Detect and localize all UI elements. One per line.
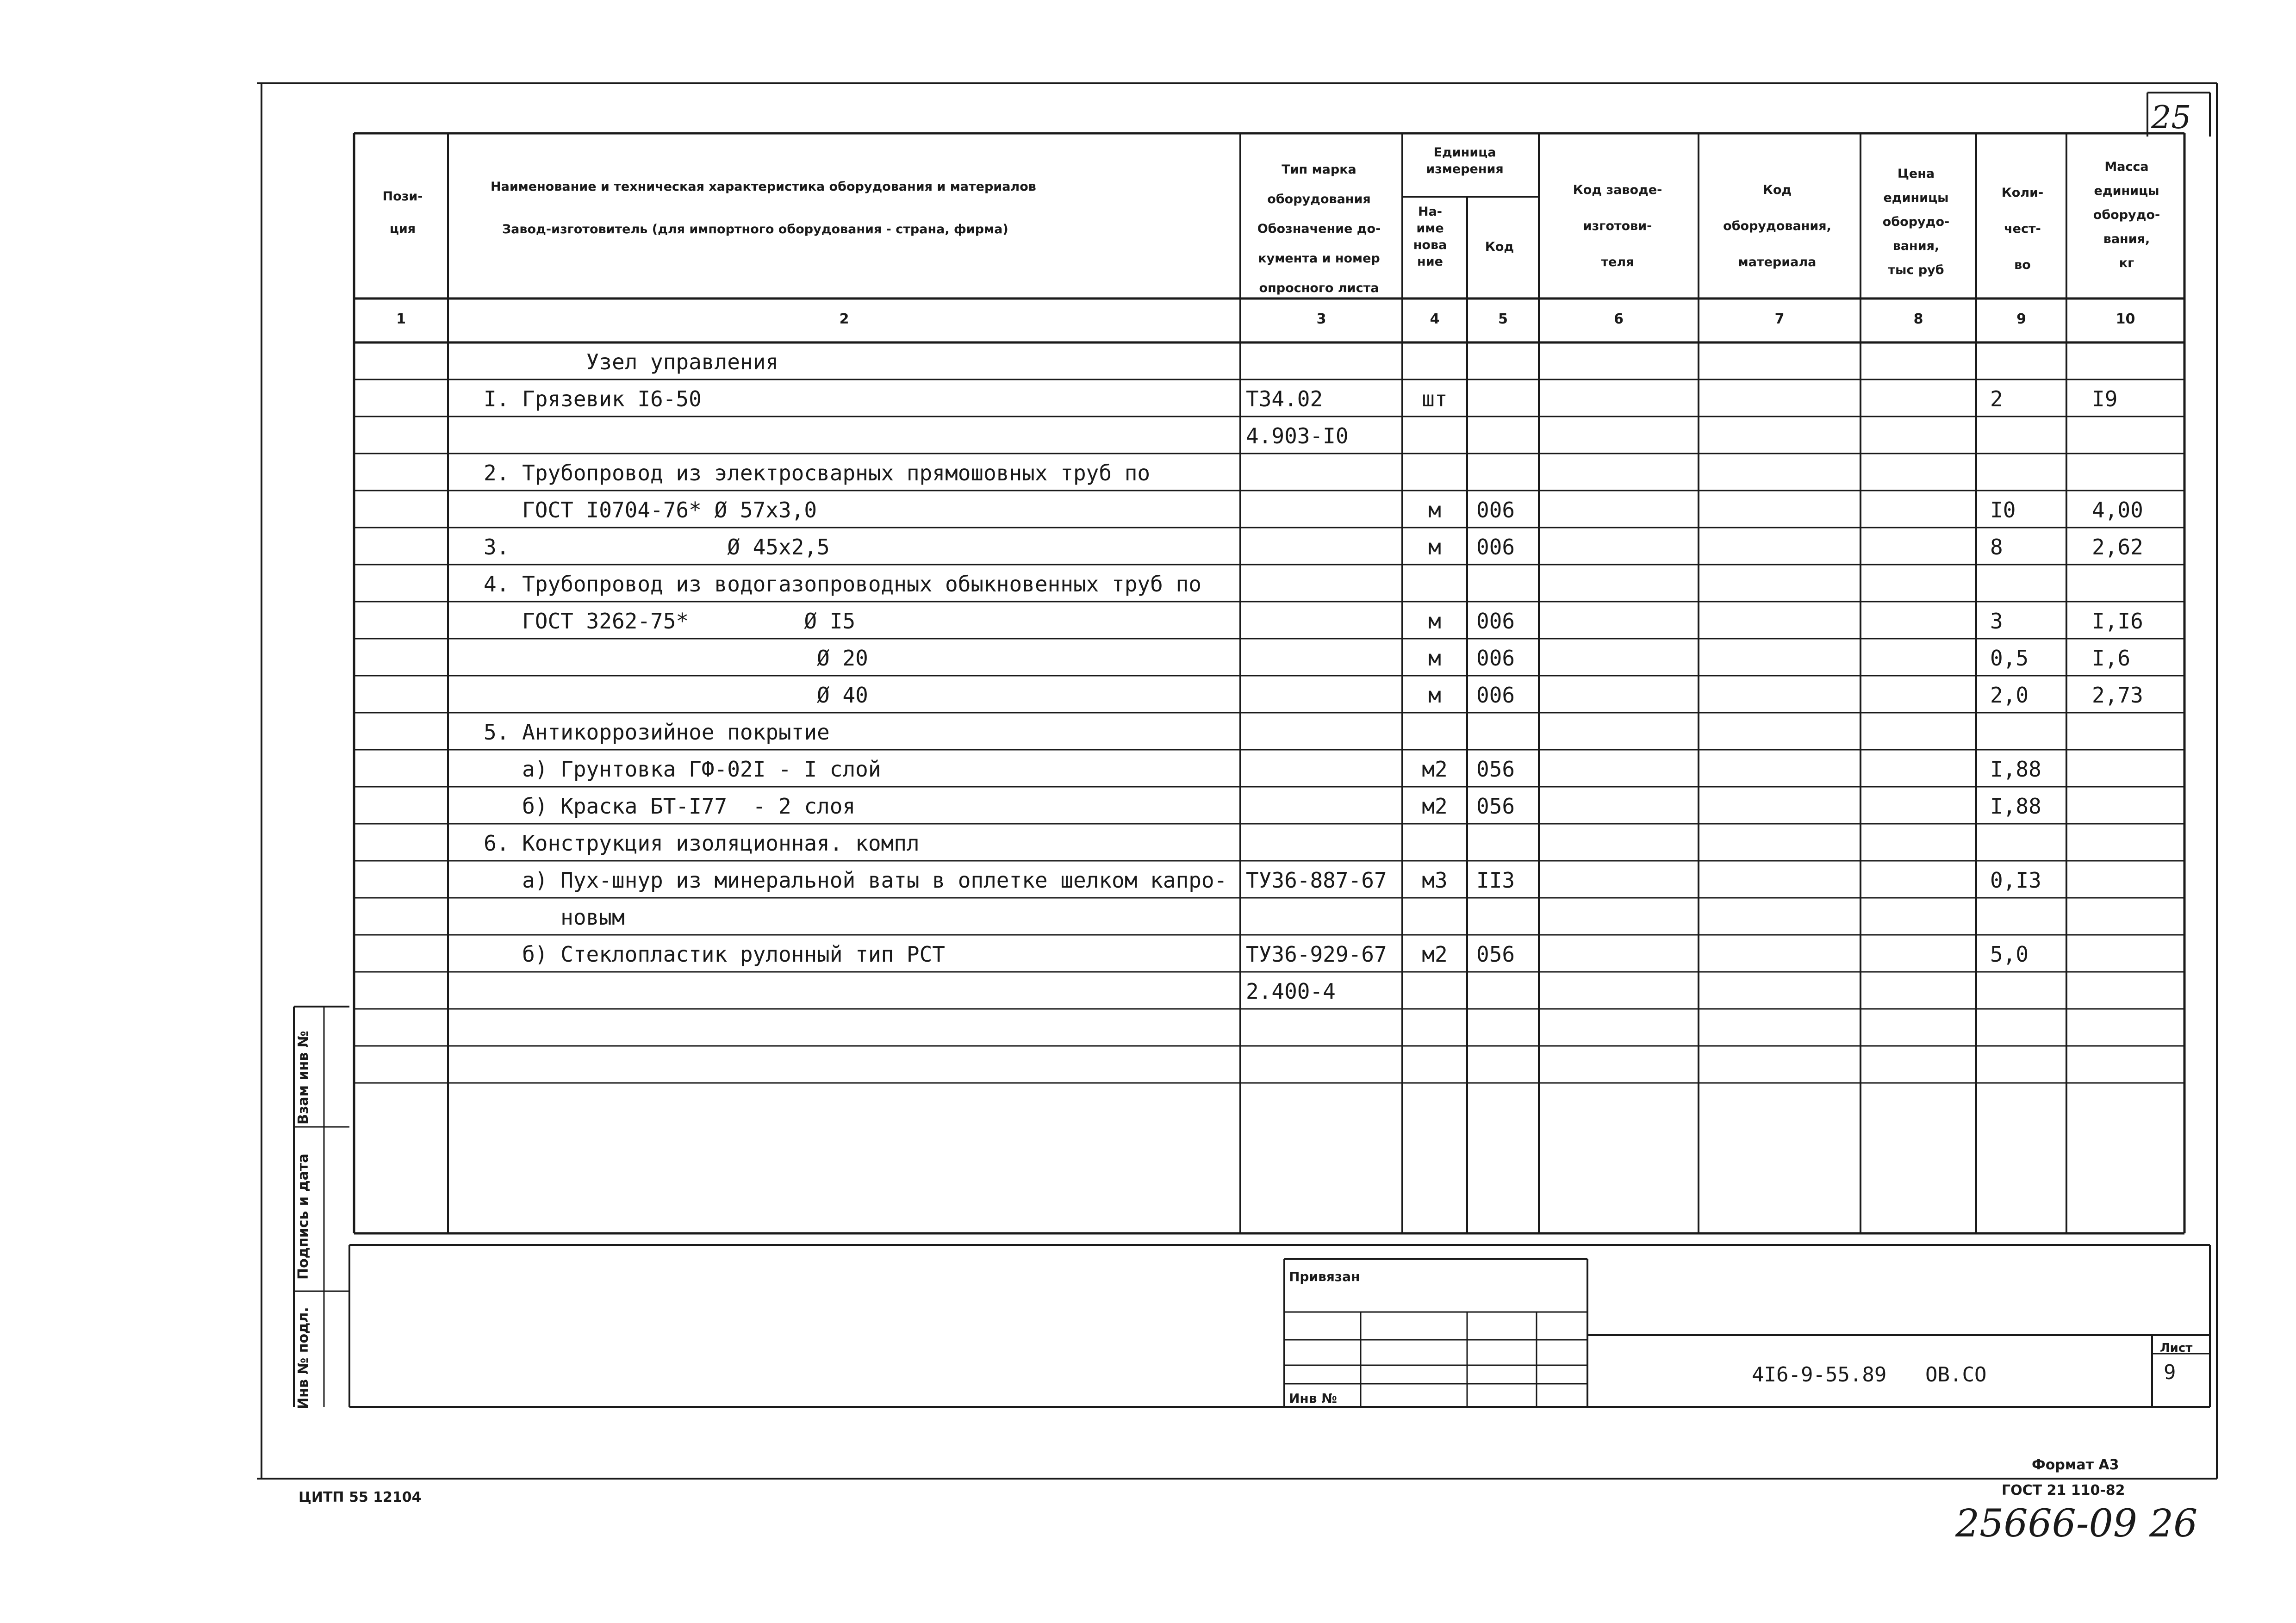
sheet-number-top: 25 bbox=[2151, 99, 2191, 136]
column-number-9: 9 bbox=[2016, 311, 2026, 327]
header-col-price: Цена единицы оборудо- вания, тыс руб bbox=[1882, 167, 1950, 277]
column-number-3: 3 bbox=[1316, 311, 1326, 327]
header-col-type: Тип марка оборудования Обозначение до- кумента и номер опросного листа bbox=[1257, 162, 1381, 295]
cell-unit: м3 bbox=[1422, 868, 1448, 893]
title-inv-no: Инв № bbox=[1289, 1391, 1337, 1406]
stamp-signature-date: Подпись и дата bbox=[295, 1153, 311, 1280]
footer-gost: ГОСТ 21 110-82 bbox=[2002, 1482, 2125, 1499]
cell-qty: I0 bbox=[1990, 497, 2016, 522]
title-privyazan: Привязан bbox=[1289, 1269, 1360, 1284]
cell-unit: м bbox=[1428, 535, 1441, 560]
cell-qty: 5,0 bbox=[1990, 942, 2029, 967]
header-col-quantity: Коли- чест- во bbox=[2001, 186, 2044, 272]
cell-unit: м2 bbox=[1422, 794, 1448, 819]
cell-qty: 8 bbox=[1990, 535, 2003, 560]
header-col-name-line1: Наименование и техническая характеристика оборудования и материалов bbox=[491, 180, 1036, 194]
column-number-10: 10 bbox=[2116, 311, 2135, 327]
header-col-position: Пози- ция bbox=[382, 189, 423, 236]
cell-unit: шт bbox=[1422, 386, 1448, 411]
cell-unit: м bbox=[1428, 646, 1441, 671]
footer-archive-number: 25666-09 26 bbox=[1955, 1502, 2198, 1546]
cell-code: 006 bbox=[1476, 535, 1515, 560]
column-number-4: 4 bbox=[1430, 311, 1440, 327]
cell-name: Ø 40 bbox=[484, 683, 868, 708]
cell-name: б) Стеклопластик рулонный тип РСТ bbox=[484, 942, 945, 967]
title-doc-code: 4I6-9-55.89 bbox=[1752, 1363, 1887, 1387]
column-number-6: 6 bbox=[1614, 311, 1624, 327]
cell-qty: I,88 bbox=[1990, 794, 2041, 819]
title-doc-suffix: ОВ.СО bbox=[1925, 1363, 1987, 1387]
title-list-number: 9 bbox=[2164, 1361, 2176, 1384]
cell-qty: 2 bbox=[1990, 386, 2003, 411]
cell-mass: 4,00 bbox=[2092, 497, 2143, 522]
cell-code: 056 bbox=[1476, 942, 1515, 967]
cell-type: 4.903-I0 bbox=[1246, 423, 1349, 448]
cell-name: I. Грязевик I6-50 bbox=[484, 386, 702, 411]
cell-code: 006 bbox=[1476, 497, 1515, 522]
cell-name: 6. Конструкция изоляционная. компл bbox=[484, 831, 920, 856]
cell-name: ГОСТ I0704-76* Ø 57x3,0 bbox=[484, 497, 817, 522]
cell-type: ТУ36-929-67 bbox=[1246, 942, 1387, 967]
cell-unit: м2 bbox=[1422, 942, 1448, 967]
cell-name: Узел управления bbox=[484, 349, 778, 374]
cell-mass: I9 bbox=[2092, 386, 2118, 411]
cell-name: 2. Трубопровод из электросварных прямошовных труб по bbox=[484, 460, 1151, 485]
cell-mass: 2,73 bbox=[2092, 683, 2143, 708]
cell-name: ГОСТ 3262-75* Ø I5 bbox=[484, 609, 856, 634]
header-col-unit-code: Код bbox=[1485, 240, 1514, 254]
cell-qty: 0,I3 bbox=[1990, 868, 2041, 893]
stamp-vzam-inv: Взам инв № bbox=[295, 1031, 311, 1125]
cell-name: 5. Антикоррозийное покрытие bbox=[484, 720, 830, 745]
cell-type: Т34.02 bbox=[1246, 386, 1323, 411]
column-number-1: 1 bbox=[396, 311, 406, 327]
cell-code: 006 bbox=[1476, 683, 1515, 708]
cell-unit: м bbox=[1428, 497, 1441, 522]
cell-qty: 3 bbox=[1990, 609, 2003, 634]
header-col-unit-group: Единица измерения bbox=[1426, 145, 1504, 176]
cell-code: 006 bbox=[1476, 646, 1515, 671]
cell-unit: м2 bbox=[1422, 757, 1448, 782]
header-col-equipment-code: Код оборудования, материала bbox=[1723, 183, 1831, 269]
cell-name: а) Пух-шнур из минеральной ваты в оплетке шелком капро- bbox=[484, 868, 1227, 893]
column-number-8: 8 bbox=[1913, 311, 1923, 327]
column-number-2: 2 bbox=[839, 311, 849, 327]
footer-format: Формат А3 bbox=[2032, 1457, 2119, 1473]
cell-qty: 0,5 bbox=[1990, 646, 2029, 671]
cell-code: II3 bbox=[1476, 868, 1515, 893]
cell-code: 056 bbox=[1476, 757, 1515, 782]
title-list-label: Лист bbox=[2160, 1341, 2193, 1355]
header-col-maker-code: Код заводе- изготови- теля bbox=[1573, 183, 1662, 269]
cell-code: 056 bbox=[1476, 794, 1515, 819]
cell-type: 2.400-4 bbox=[1246, 979, 1336, 1004]
header-col-name-line2: Завод-изготовитель (для импортного оборудования - страна, фирма) bbox=[502, 222, 1008, 236]
cell-name: а) Грунтовка ГФ-02I - I слой bbox=[484, 757, 881, 782]
cell-mass: 2,62 bbox=[2092, 535, 2143, 560]
cell-name: 4. Трубопровод из водогазопроводных обыкновенных труб по bbox=[484, 572, 1201, 597]
stamp-inv-original: Инв № подл. bbox=[295, 1307, 311, 1409]
cell-type: ТУ36-887-67 bbox=[1246, 868, 1387, 893]
header-col-mass: Масса единицы оборудо- вания, кг bbox=[2093, 160, 2160, 270]
cell-qty: I,88 bbox=[1990, 757, 2041, 782]
cell-name: Ø 20 bbox=[484, 646, 868, 671]
column-number-7: 7 bbox=[1774, 311, 1785, 327]
cell-mass: I,I6 bbox=[2092, 609, 2143, 634]
cell-mass: I,6 bbox=[2092, 646, 2131, 671]
cell-unit: м bbox=[1428, 609, 1441, 634]
cell-qty: 2,0 bbox=[1990, 683, 2029, 708]
cell-name: б) Краска БТ-I77 - 2 слоя bbox=[484, 794, 856, 819]
cell-name: 3. Ø 45x2,5 bbox=[484, 535, 830, 560]
header-col-unit-name: На- име нова ние bbox=[1413, 205, 1447, 269]
footer-tsitp: ЦИТП 55 12104 bbox=[299, 1489, 422, 1505]
cell-name: новым bbox=[484, 905, 625, 930]
cell-code: 006 bbox=[1476, 609, 1515, 634]
column-number-5: 5 bbox=[1498, 311, 1508, 327]
cell-unit: м bbox=[1428, 683, 1441, 708]
